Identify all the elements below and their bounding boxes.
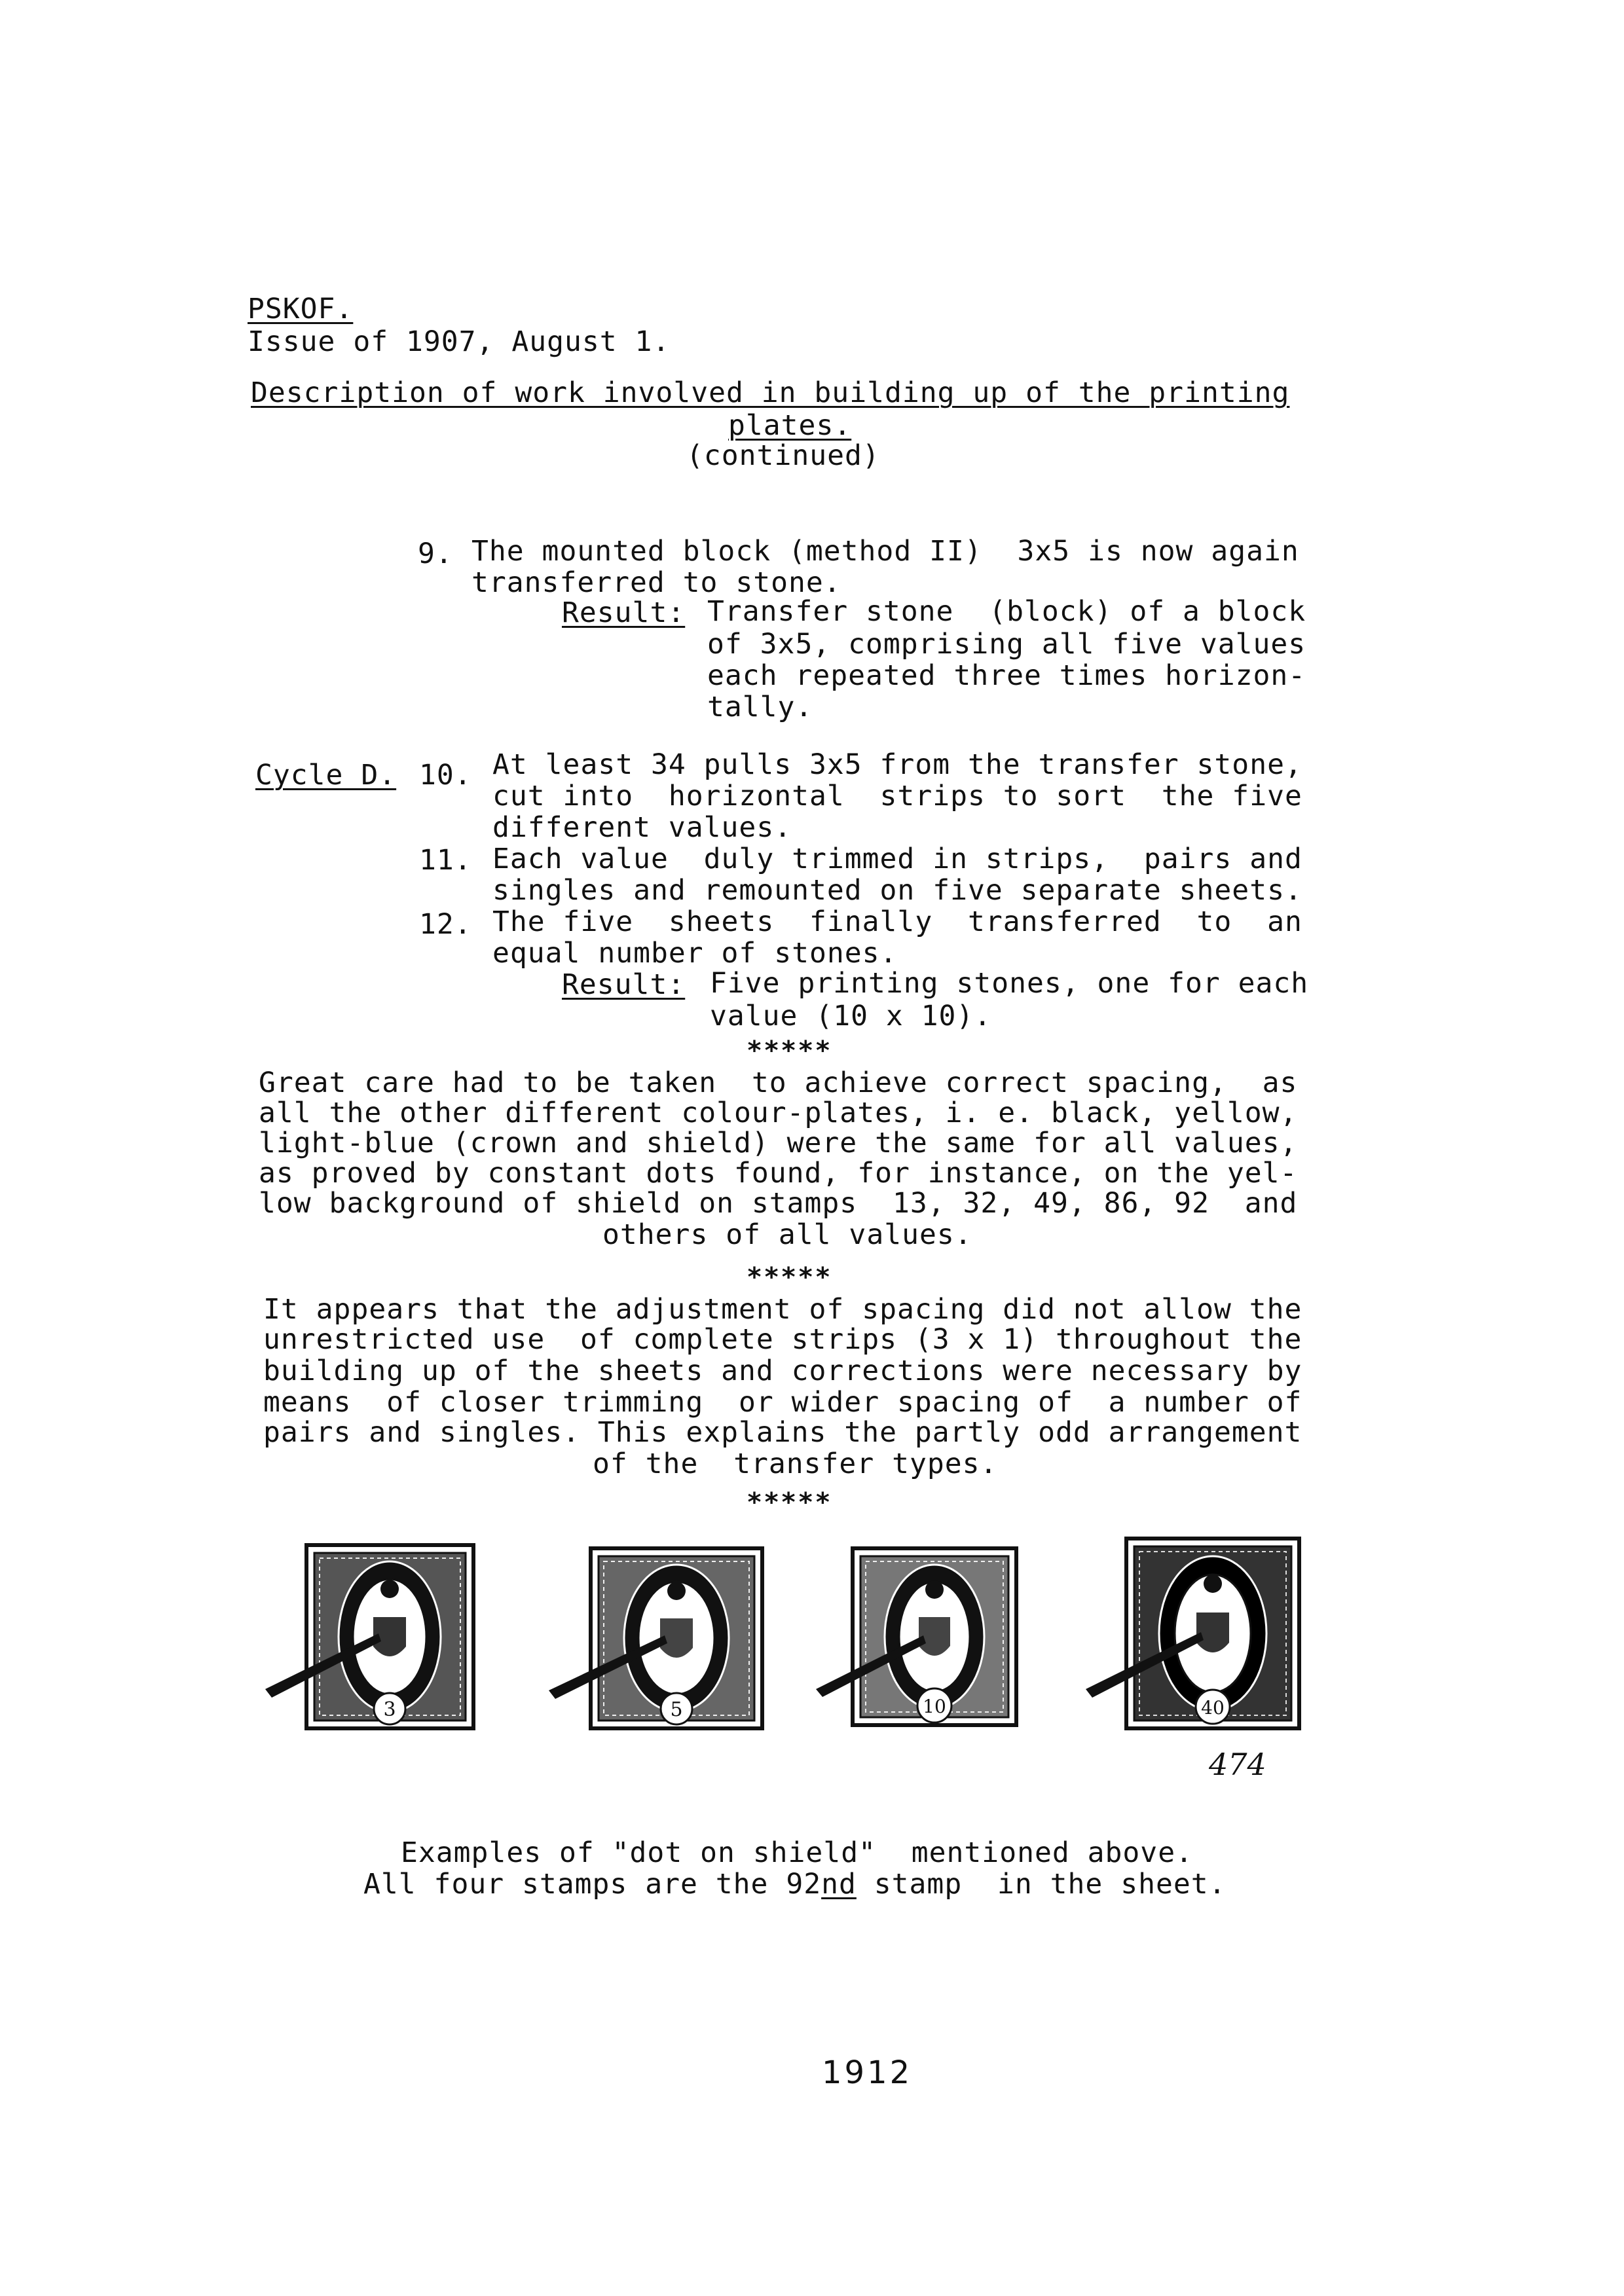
step-11-number: 11. (419, 844, 472, 877)
paragraph-2-line: unrestricted use of complete strips (3 x 1) throughout the (263, 1323, 1302, 1356)
stamp-value: 3 (383, 1698, 396, 1721)
issue-date: Issue of 1907, August 1. (248, 325, 671, 358)
stamp-illustration (544, 1545, 766, 1732)
paragraph-2-line: of the transfer types. (593, 1448, 998, 1480)
page-number: 1912 (822, 2054, 913, 2091)
paragraph-2-line: pairs and singles. This explains the partly odd arrangement (263, 1416, 1302, 1449)
step-11-text: Each value duly trimmed in strips, pairs and (492, 843, 1302, 875)
step-9-result-text: tally. (707, 691, 813, 723)
paragraph-2-line: means of closer trimming or wider spacing of a number of (263, 1386, 1302, 1419)
stamp-value: 10 (923, 1696, 946, 1717)
paragraph-2-line: building up of the sheets and corrections were necessary by (263, 1355, 1302, 1387)
paragraph-1-line: others of all values. (602, 1218, 972, 1251)
step-10-text: different values. (492, 811, 792, 844)
stamp-illustration (812, 1545, 1022, 1728)
stamp-5-with-pointer (544, 1545, 766, 1732)
stamp-value: 40 (1201, 1697, 1225, 1719)
cycle-d-result-text: Five printing stones, one for each (710, 967, 1309, 1000)
stamp-value: 5 (670, 1698, 683, 1721)
stamp-illustration (262, 1542, 478, 1732)
section-heading-continued: (continued) (686, 439, 880, 472)
section-heading-cont: plates. (728, 409, 852, 442)
place-title: PSKOF. (248, 293, 354, 325)
stamp-10-with-pointer (812, 1545, 1022, 1728)
cycle-d-result-text: value (10 x 10). (710, 1000, 992, 1032)
separator: ***** (747, 1262, 832, 1292)
paragraph-1-line: all the other different colour-plates, i. e. black, yellow, (259, 1097, 1298, 1129)
step-9-result-text: each repeated three times horizon- (707, 659, 1306, 692)
paragraph-2-line: It appears that the adjustment of spacing did not allow the (263, 1293, 1302, 1326)
step-9-result-label: Result: (562, 596, 686, 629)
step-12-text: equal number of stones. (492, 937, 898, 970)
stamp-3-with-pointer (262, 1542, 478, 1732)
stamp-illustration (1080, 1535, 1303, 1732)
step-9-result-text: Transfer stone (block) of a block (707, 595, 1306, 628)
paragraph-1-line: Great care had to be taken to achieve correct spacing, as (259, 1066, 1298, 1099)
step-10-text: At least 34 pulls 3x5 from the transfer stone, (492, 748, 1302, 781)
step-10-text: cut into horizontal strips to sort the five (492, 780, 1302, 812)
separator: ***** (747, 1487, 832, 1518)
separator: ***** (747, 1036, 832, 1066)
caption-ordinal: nd (821, 1868, 857, 1901)
paragraph-1-line: light-blue (crown and shield) were the same for all values, (259, 1127, 1298, 1159)
handwritten-note: 474 (1209, 1747, 1266, 1782)
stamp-40-with-pointer (1080, 1535, 1303, 1732)
step-12-text: The five sheets finally transferred to an (492, 905, 1302, 938)
paragraph-1-line: low background of shield on stamps 13, 32, 49, 86, 92 and (259, 1187, 1298, 1220)
step-10-number: 10. (419, 759, 472, 792)
caption-text: stamp in the sheet. (856, 1868, 1227, 1901)
step-11-text: singles and remounted on five separate sheets. (492, 874, 1302, 907)
step-9-result-text: of 3x5, comprising all five values (707, 628, 1306, 661)
step-9-text: transferred to stone. (471, 566, 841, 599)
cycle-d-label: Cycle D. (255, 759, 397, 792)
section-heading: Description of work involved in building up of the printing (251, 376, 1290, 409)
paragraph-1-line: as proved by constant dots found, for instance, on the yel- (259, 1157, 1298, 1190)
cycle-d-result-label: Result: (562, 968, 686, 1001)
caption-line-2 (363, 1868, 1227, 1900)
step-9-text: The mounted block (method II) 3x5 is now again (471, 535, 1299, 568)
caption-text: All four stamps are the 92 (363, 1868, 822, 1901)
step-9-number: 9. (418, 538, 453, 570)
caption-line-1: Examples of "dot on shield" mentioned above. (401, 1836, 1193, 1869)
step-12-number: 12. (419, 908, 472, 941)
